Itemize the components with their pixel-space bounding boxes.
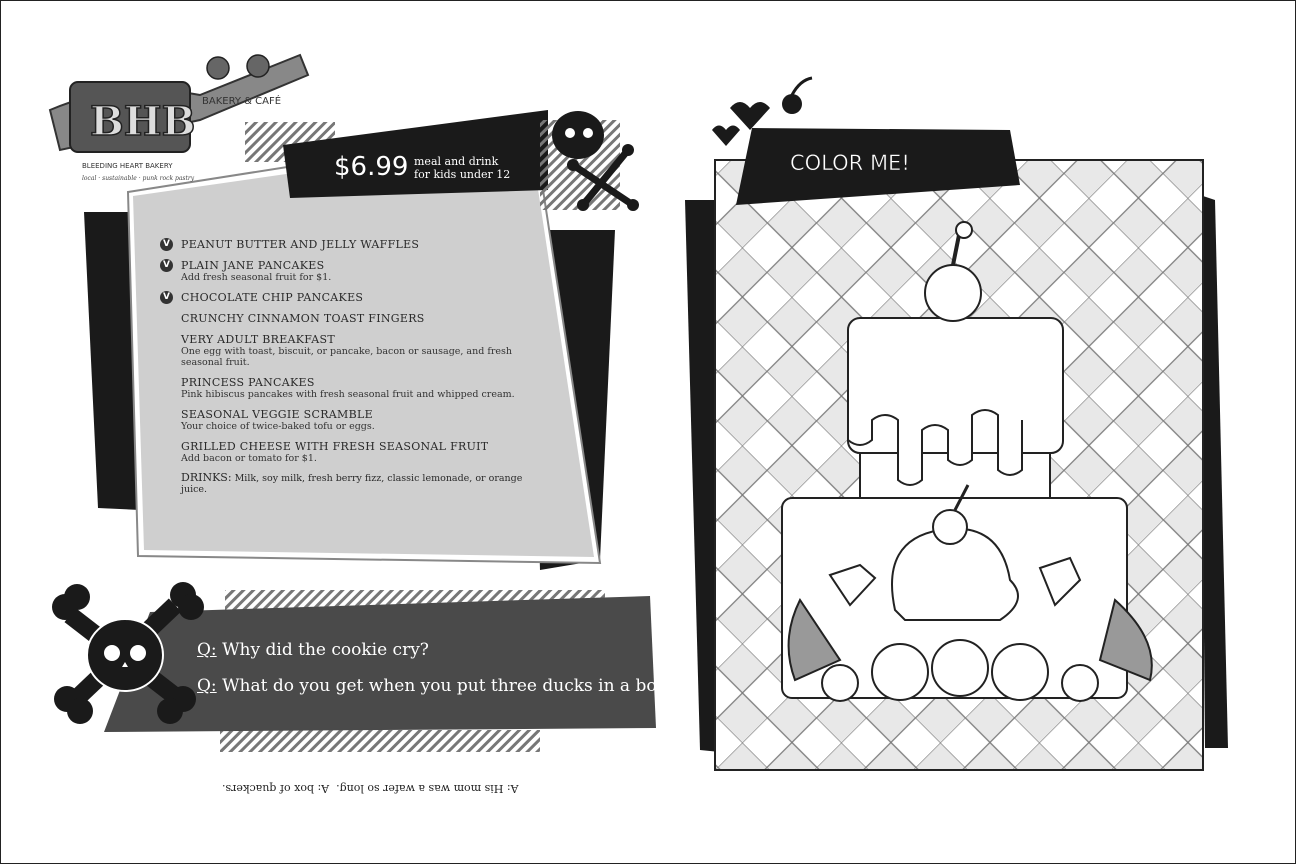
menu-item-title: PEANUT BUTTER AND JELLY WAFFLES bbox=[181, 238, 420, 251]
menu-item bbox=[181, 376, 540, 400]
kids-menu-list bbox=[160, 238, 540, 503]
heart-icon bbox=[730, 102, 770, 130]
riddle-text: Why did the cookie cry? bbox=[222, 640, 429, 660]
price-amount: $6.99 bbox=[334, 152, 409, 182]
menu-item bbox=[163, 238, 540, 251]
price-note-line2: for kids under 12 bbox=[414, 168, 511, 181]
hatch-decoration bbox=[220, 730, 540, 752]
veggie-badge-icon: V bbox=[160, 259, 173, 272]
color-me-title: COLOR ME! bbox=[790, 151, 910, 175]
menu-item bbox=[181, 440, 540, 464]
menu-item bbox=[181, 408, 540, 432]
coloring-panel bbox=[685, 78, 1228, 770]
menu-item-desc: One egg with toast, biscuit, or pancake, bacon or sausage, and fresh seasonal fruit. bbox=[181, 346, 512, 368]
drinks-label: DRINKS: bbox=[181, 471, 232, 484]
menu-item bbox=[181, 333, 540, 368]
price-note-line1: meal and drink bbox=[414, 155, 499, 168]
riddle-answers-upside-down: A: His mom was a wafer so long. A: box of quackers. bbox=[222, 782, 519, 795]
menu-drinks bbox=[181, 472, 540, 495]
logo bbox=[50, 55, 308, 182]
veggie-badge-icon: V bbox=[160, 291, 173, 304]
menu-item-desc: Add fresh seasonal fruit for $1. bbox=[181, 272, 332, 283]
menu-item bbox=[163, 291, 540, 304]
logo-banner-text: BLEEDING HEART BAKERY bbox=[82, 162, 173, 170]
rose-icon bbox=[247, 55, 269, 77]
menu-item-title: CHOCOLATE CHIP PANCAKES bbox=[181, 291, 364, 304]
price-note bbox=[414, 155, 510, 181]
q-label: Q: bbox=[197, 676, 217, 696]
menu-item-desc: Pink hibiscus pancakes with fresh seasonal fruit and whipped cream. bbox=[181, 389, 515, 400]
menu-item-title: CRUNCHY CINNAMON TOAST FINGERS bbox=[181, 312, 425, 325]
heart-icon bbox=[712, 126, 740, 147]
drinks-text: Milk, soy milk, fresh berry fizz, classic lemonade, or orange juice. bbox=[181, 473, 523, 495]
menu-item-title: PLAIN JANE PANCAKES bbox=[181, 259, 325, 272]
logo-tagline: BAKERY & CAFÉ bbox=[202, 96, 282, 107]
q-label: Q: bbox=[197, 640, 217, 660]
cherry-icon bbox=[782, 94, 802, 114]
rose-icon bbox=[207, 57, 229, 79]
menu-item-title: PRINCESS PANCAKES bbox=[181, 376, 315, 389]
logo-subtag: local · sustainable · punk rock pastry bbox=[82, 175, 195, 182]
logo-wordmark: BHB bbox=[90, 98, 196, 145]
menu-item bbox=[163, 259, 540, 283]
menu-item-title: VERY ADULT BREAKFAST bbox=[181, 333, 336, 346]
riddle-question-1 bbox=[197, 640, 429, 660]
riddle-text: What do you get when you put three ducks in a box? bbox=[222, 676, 676, 696]
veggie-badge-icon: V bbox=[160, 238, 173, 251]
menu-item-desc: Your choice of twice-baked tofu or eggs. bbox=[181, 421, 375, 432]
menu-item-title: SEASONAL VEGGIE SCRAMBLE bbox=[181, 408, 373, 421]
menu-item bbox=[181, 312, 540, 325]
menu-item-title: GRILLED CHEESE WITH FRESH SEASONAL FRUIT bbox=[181, 440, 489, 453]
menu-item-desc: Add bacon or tomato for $1. bbox=[181, 453, 317, 464]
riddle-question-2 bbox=[197, 676, 675, 696]
